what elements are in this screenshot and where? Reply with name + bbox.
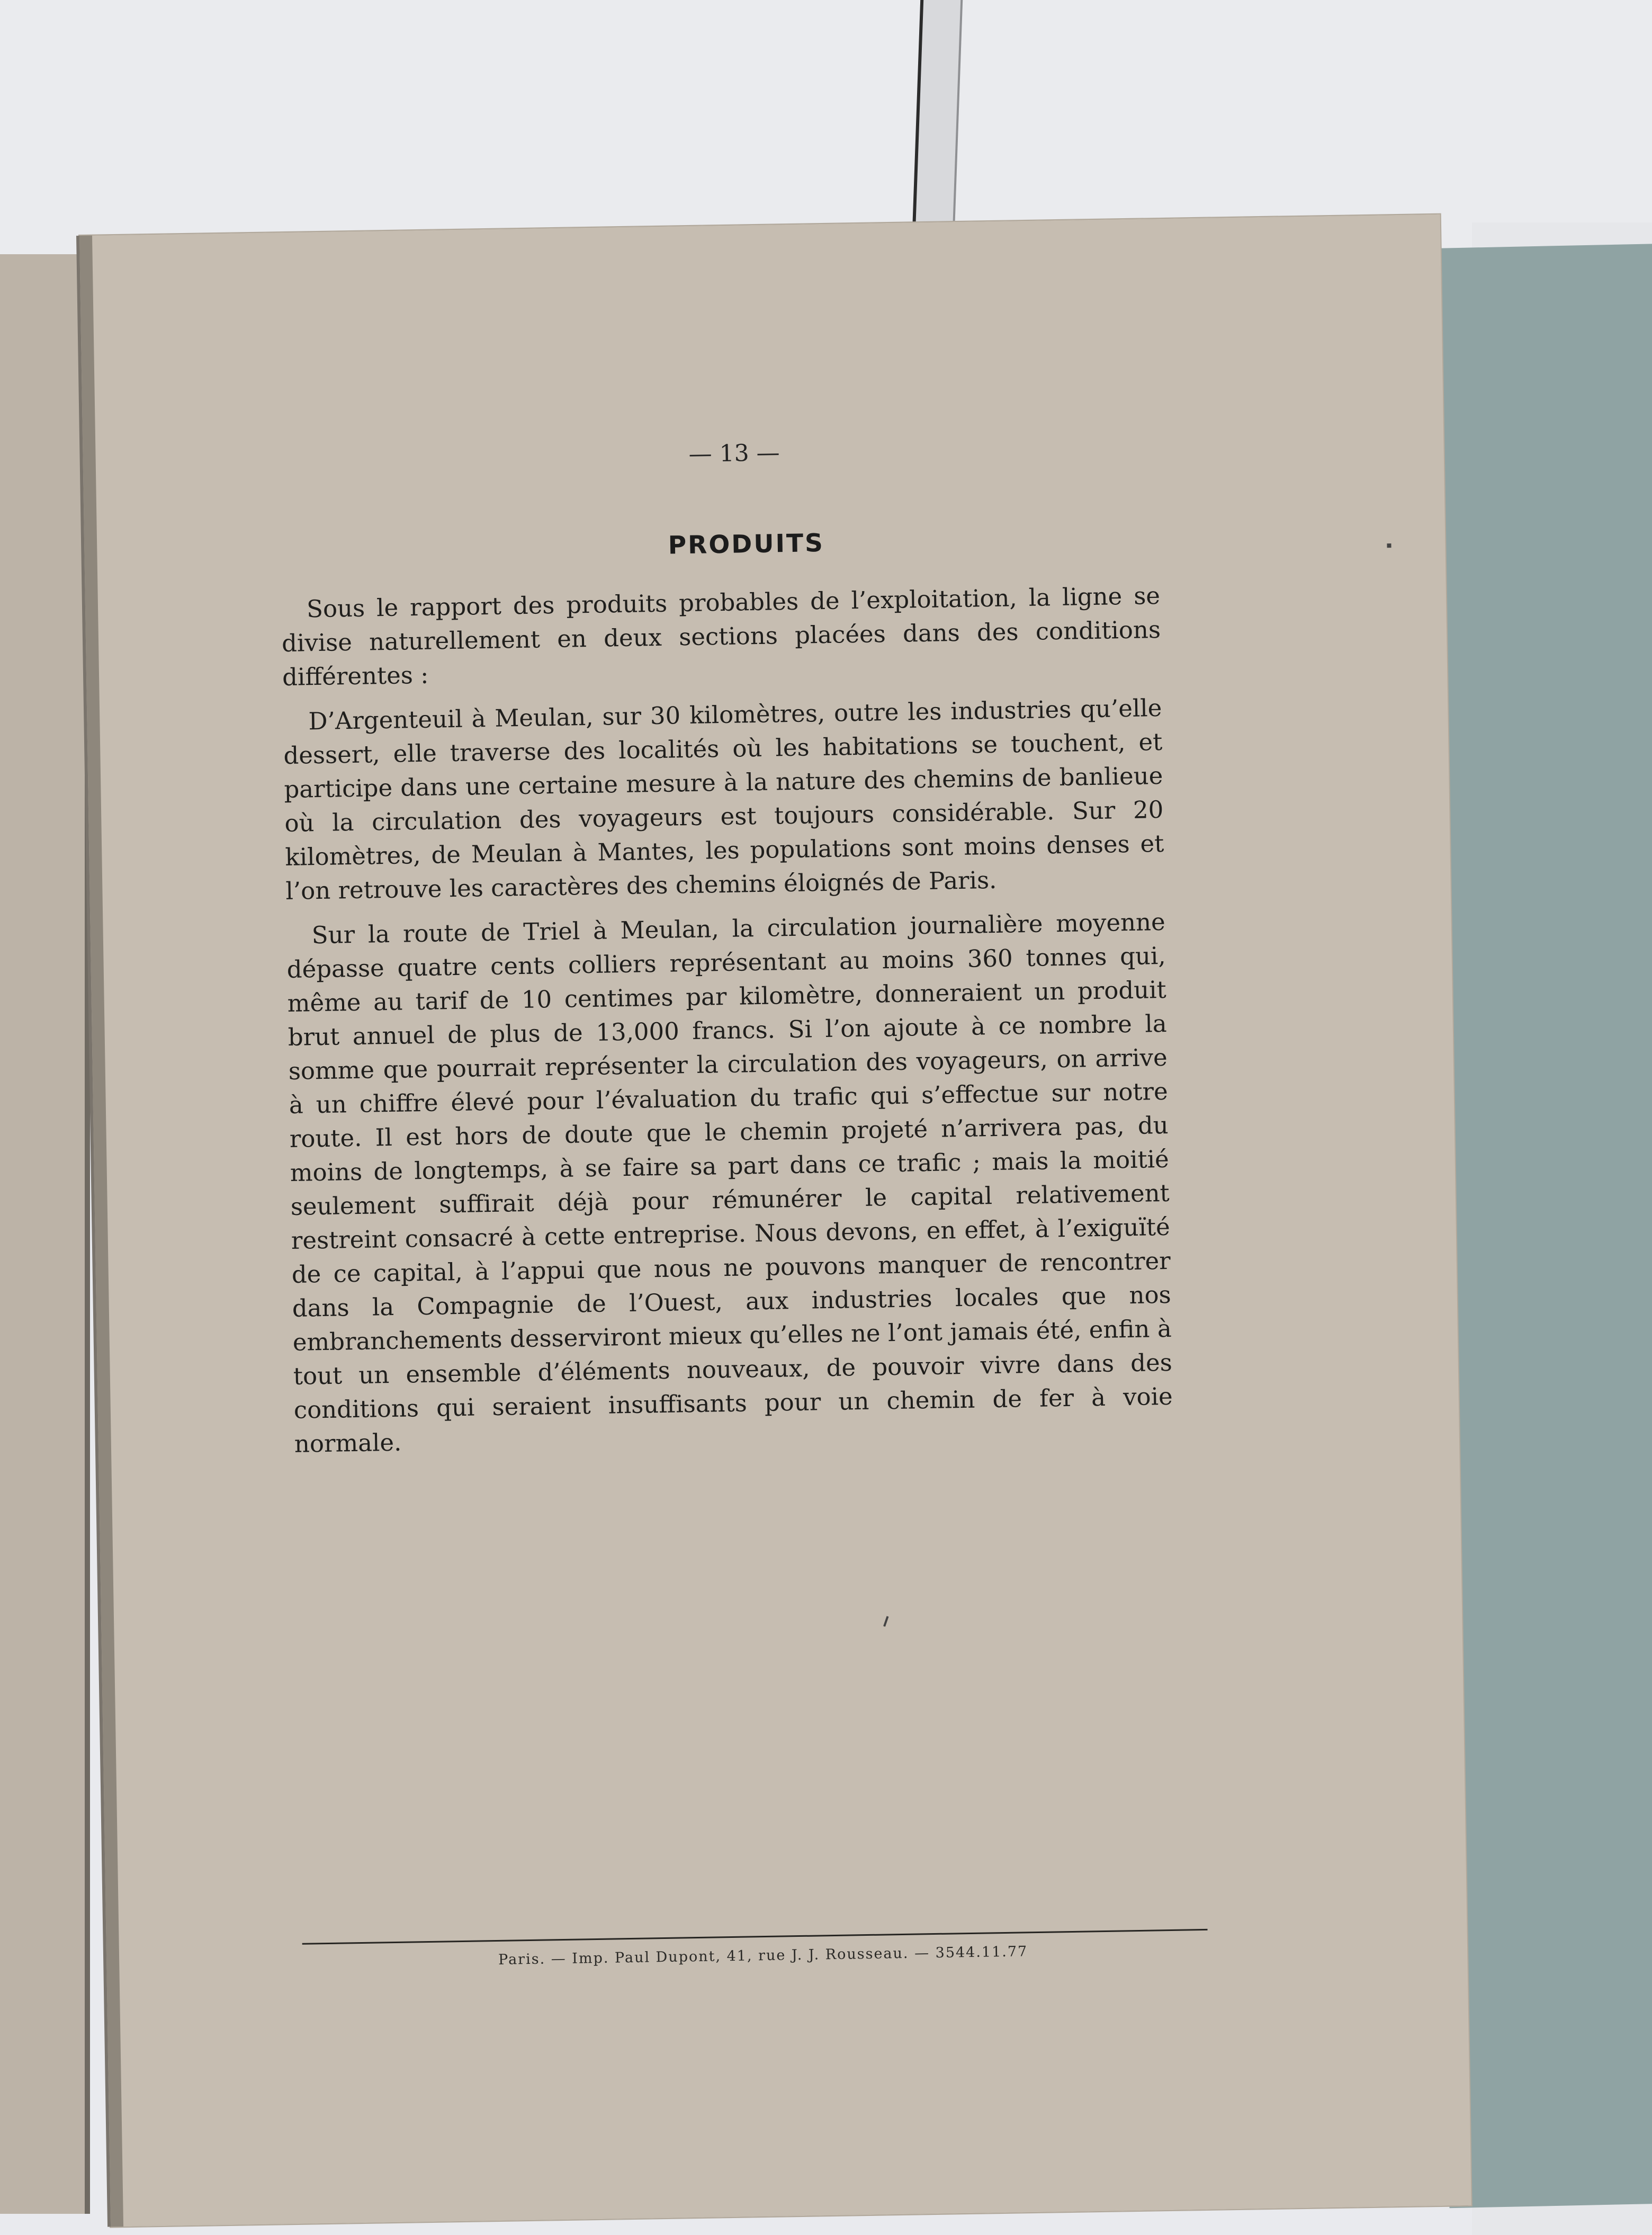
- body-text: [281, 579, 1174, 1472]
- table-edge: [912, 0, 963, 249]
- paper-speck: [1387, 543, 1391, 548]
- paragraph-3: Sur la route de Triel à Meulan, la circulation journalière moyenne dépasse quatre cents colliers représentant au moins 360 tonnes qui, même au tarif de 10 centimes par kilomètre, donneraient un produit brut annuel de plus de 13,000 francs. Si l’on ajoute à ce nombre la somme que pourrait représenter la circulation des voyageurs, on arrive à un chiffre élevé pour l’évaluation du trafic qui s’effectue sur notre route. Il est hors de doute que le chemin projeté n’arrivera pas, du moins de longtemps, à se faire sa part dans ce trafic ; mais la moitié seulement suffirait déjà pour rémunérer le capital relativement restreint consacré à cette entreprise. Nous devons, en effet, à l’exiguïté de ce capital, à l’appui que nous ne pouvons manquer de rencontrer dans la Compagnie de l’Ouest, aux industries locales que nos embranchements desserviront mieux qu’elles ne l’ont jamais été, enfin à tout un ensemble d’éléments nouveaux, de pouvoir vivre dans des conditions qui seraient insuffisants pour un chemin de fer à voie normale.: [286, 907, 1173, 1458]
- paragraph-2: D’Argenteuil à Meulan, sur 30 kilomètres, outre les industries qu’elle dessert, elle traverse des localités où les habitations se touchent, et participe dans une certaine mesure à la nature des chemins de banlieue où la circulation des voyageurs est toujours considérable. Sur 20 kilomètres, de Meulan à Mantes, les populations sont moins denses et l’on retrouve les caractères des chemins éloignés de Paris.: [283, 694, 1164, 906]
- section-heading: PRODUITS: [668, 528, 825, 560]
- page-number: — 13 —: [688, 439, 780, 468]
- printer-imprint: Paris. — Imp. Paul Dupont, 41, rue J. J. Rousseau. — 3544.11.77: [498, 1943, 1028, 1968]
- document-page: [79, 214, 1471, 2227]
- facing-page-left: [0, 254, 90, 2214]
- paper-speck: [883, 1616, 888, 1626]
- paragraph-1: Sous le rapport des produits probables de l’exploitation, la ligne se divise naturellement en deux sections placées dans des conditions différentes :: [281, 582, 1161, 692]
